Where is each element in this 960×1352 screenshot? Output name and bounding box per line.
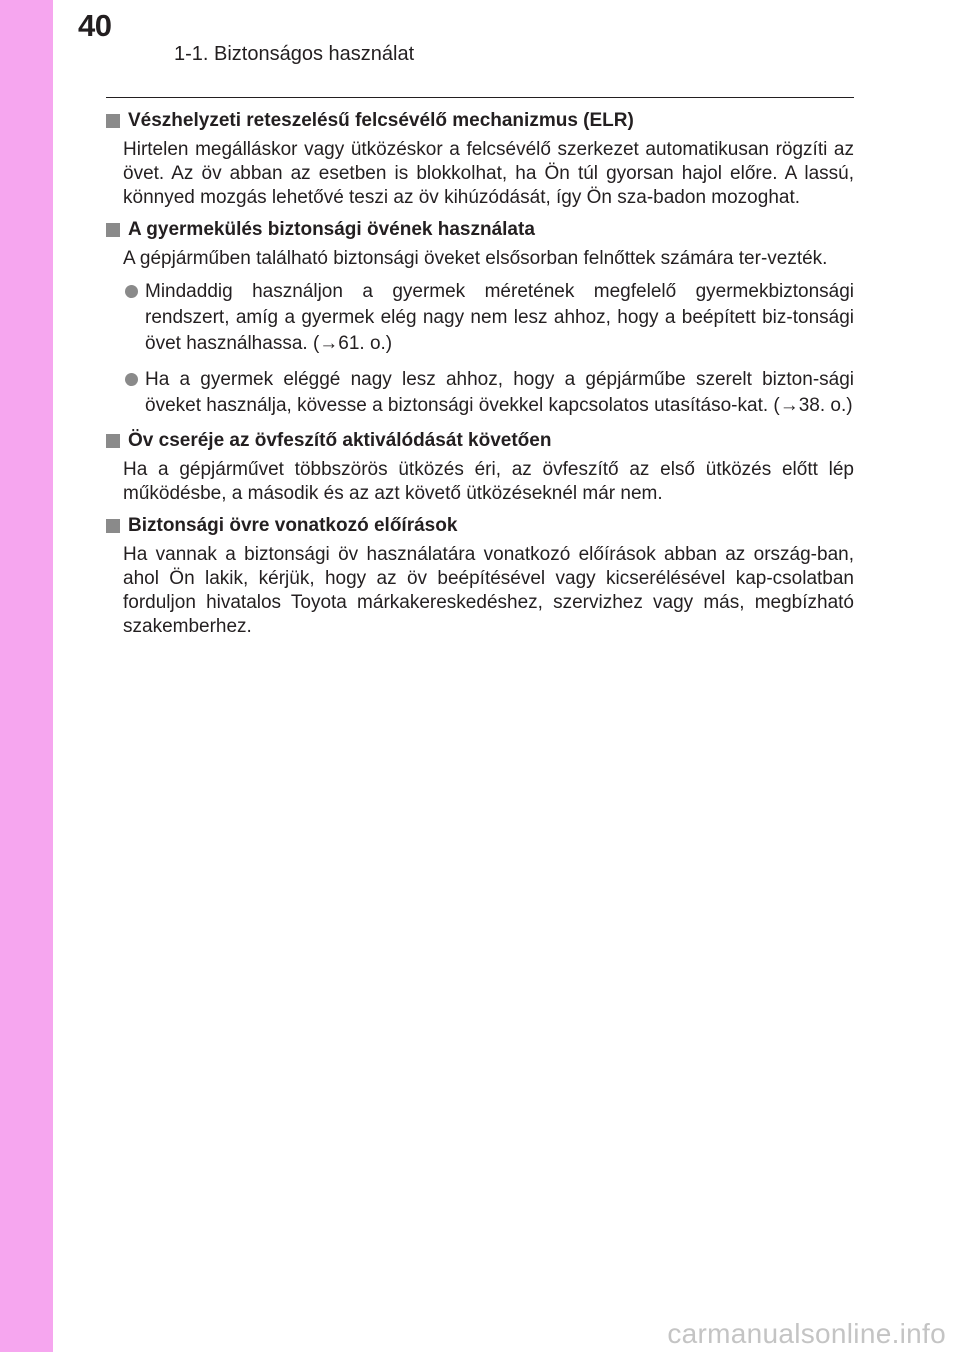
section-heading-text: Biztonsági övre vonatkozó előírások xyxy=(128,515,458,536)
section-body: A gépjárműben található biztonsági öveket elsősorban felnőttek számára ter-vezték. xyxy=(123,248,828,269)
page-number: 40 xyxy=(78,8,112,43)
watermark: carmanualsonline.info xyxy=(667,1318,946,1349)
section-body: Ha vannak a biztonsági öv használatára vonatkozó előírások abban az ország-ban, ahol Ön lakik, kérjük, hogy az öv beépítésével vagy kicserélésével kap-csolatban forduljon hivatalos Toyota márkakereskedéshez, szervizhez vagy más, megbízható szakemberhez. xyxy=(123,544,854,637)
section-pretensioner xyxy=(106,429,854,506)
section-heading-text: Vészhelyzeti reteszelésű felcsévélő mechanizmus (ELR) xyxy=(128,110,634,131)
section-heading xyxy=(106,109,854,133)
square-bullet-icon xyxy=(106,434,120,448)
list-item-text: Mindaddig használjon a gyermek méretének megfelelő gyermekbiztonsági rendszert, amíg a gyermek elég nagy nem lesz ahhoz, hogy a beépített biz-tonsági övet használhassa. (→61. o.) xyxy=(145,281,854,354)
section-heading xyxy=(106,514,854,538)
list-item xyxy=(125,367,854,419)
circle-bullet-icon xyxy=(125,373,138,386)
section-heading xyxy=(106,429,854,453)
circle-bullet-icon xyxy=(125,285,138,298)
section-heading-text: A gyermekülés biztonsági övének használata xyxy=(128,219,535,240)
page-content xyxy=(106,109,854,647)
section-heading xyxy=(106,218,854,242)
section-child-seatbelt xyxy=(106,218,854,419)
list-item xyxy=(125,279,854,357)
section-heading-text: Öv cseréje az övfeszítő aktiválódását követően xyxy=(128,430,552,451)
square-bullet-icon xyxy=(106,114,120,128)
section-body: Ha a gépjárművet többszörös ütközés éri, az övfeszítő az első ütközés előtt lép működésbe, a második és az azt követő ütközéseknél már nem. xyxy=(123,459,854,504)
side-color-bar xyxy=(0,0,53,1352)
square-bullet-icon xyxy=(106,223,120,237)
list-item-text: Ha a gyermek eléggé nagy lesz ahhoz, hogy a gépjárműbe szerelt bizton-sági öveket használja, kövesse a biztonsági övekkel kapcsolatos utasításo-kat. (→38. o.) xyxy=(145,369,854,416)
header-rule xyxy=(106,97,854,98)
section-elr xyxy=(106,109,854,210)
section-body: Hirtelen megálláskor vagy ütközéskor a felcsévélő szerkezet automatikusan rögzíti az övet. Az öv abban az esetben is blokkolhat, ha Ön túl gyorsan hajol előre. A lassú, könnyed mozgás lehetővé teszi az öv kihúzódását, így Ön sza-badon mozoghat. xyxy=(123,139,854,208)
section-regulations xyxy=(106,514,854,639)
chapter-title: 1-1. Biztonságos használat xyxy=(174,43,415,65)
square-bullet-icon xyxy=(106,519,120,533)
